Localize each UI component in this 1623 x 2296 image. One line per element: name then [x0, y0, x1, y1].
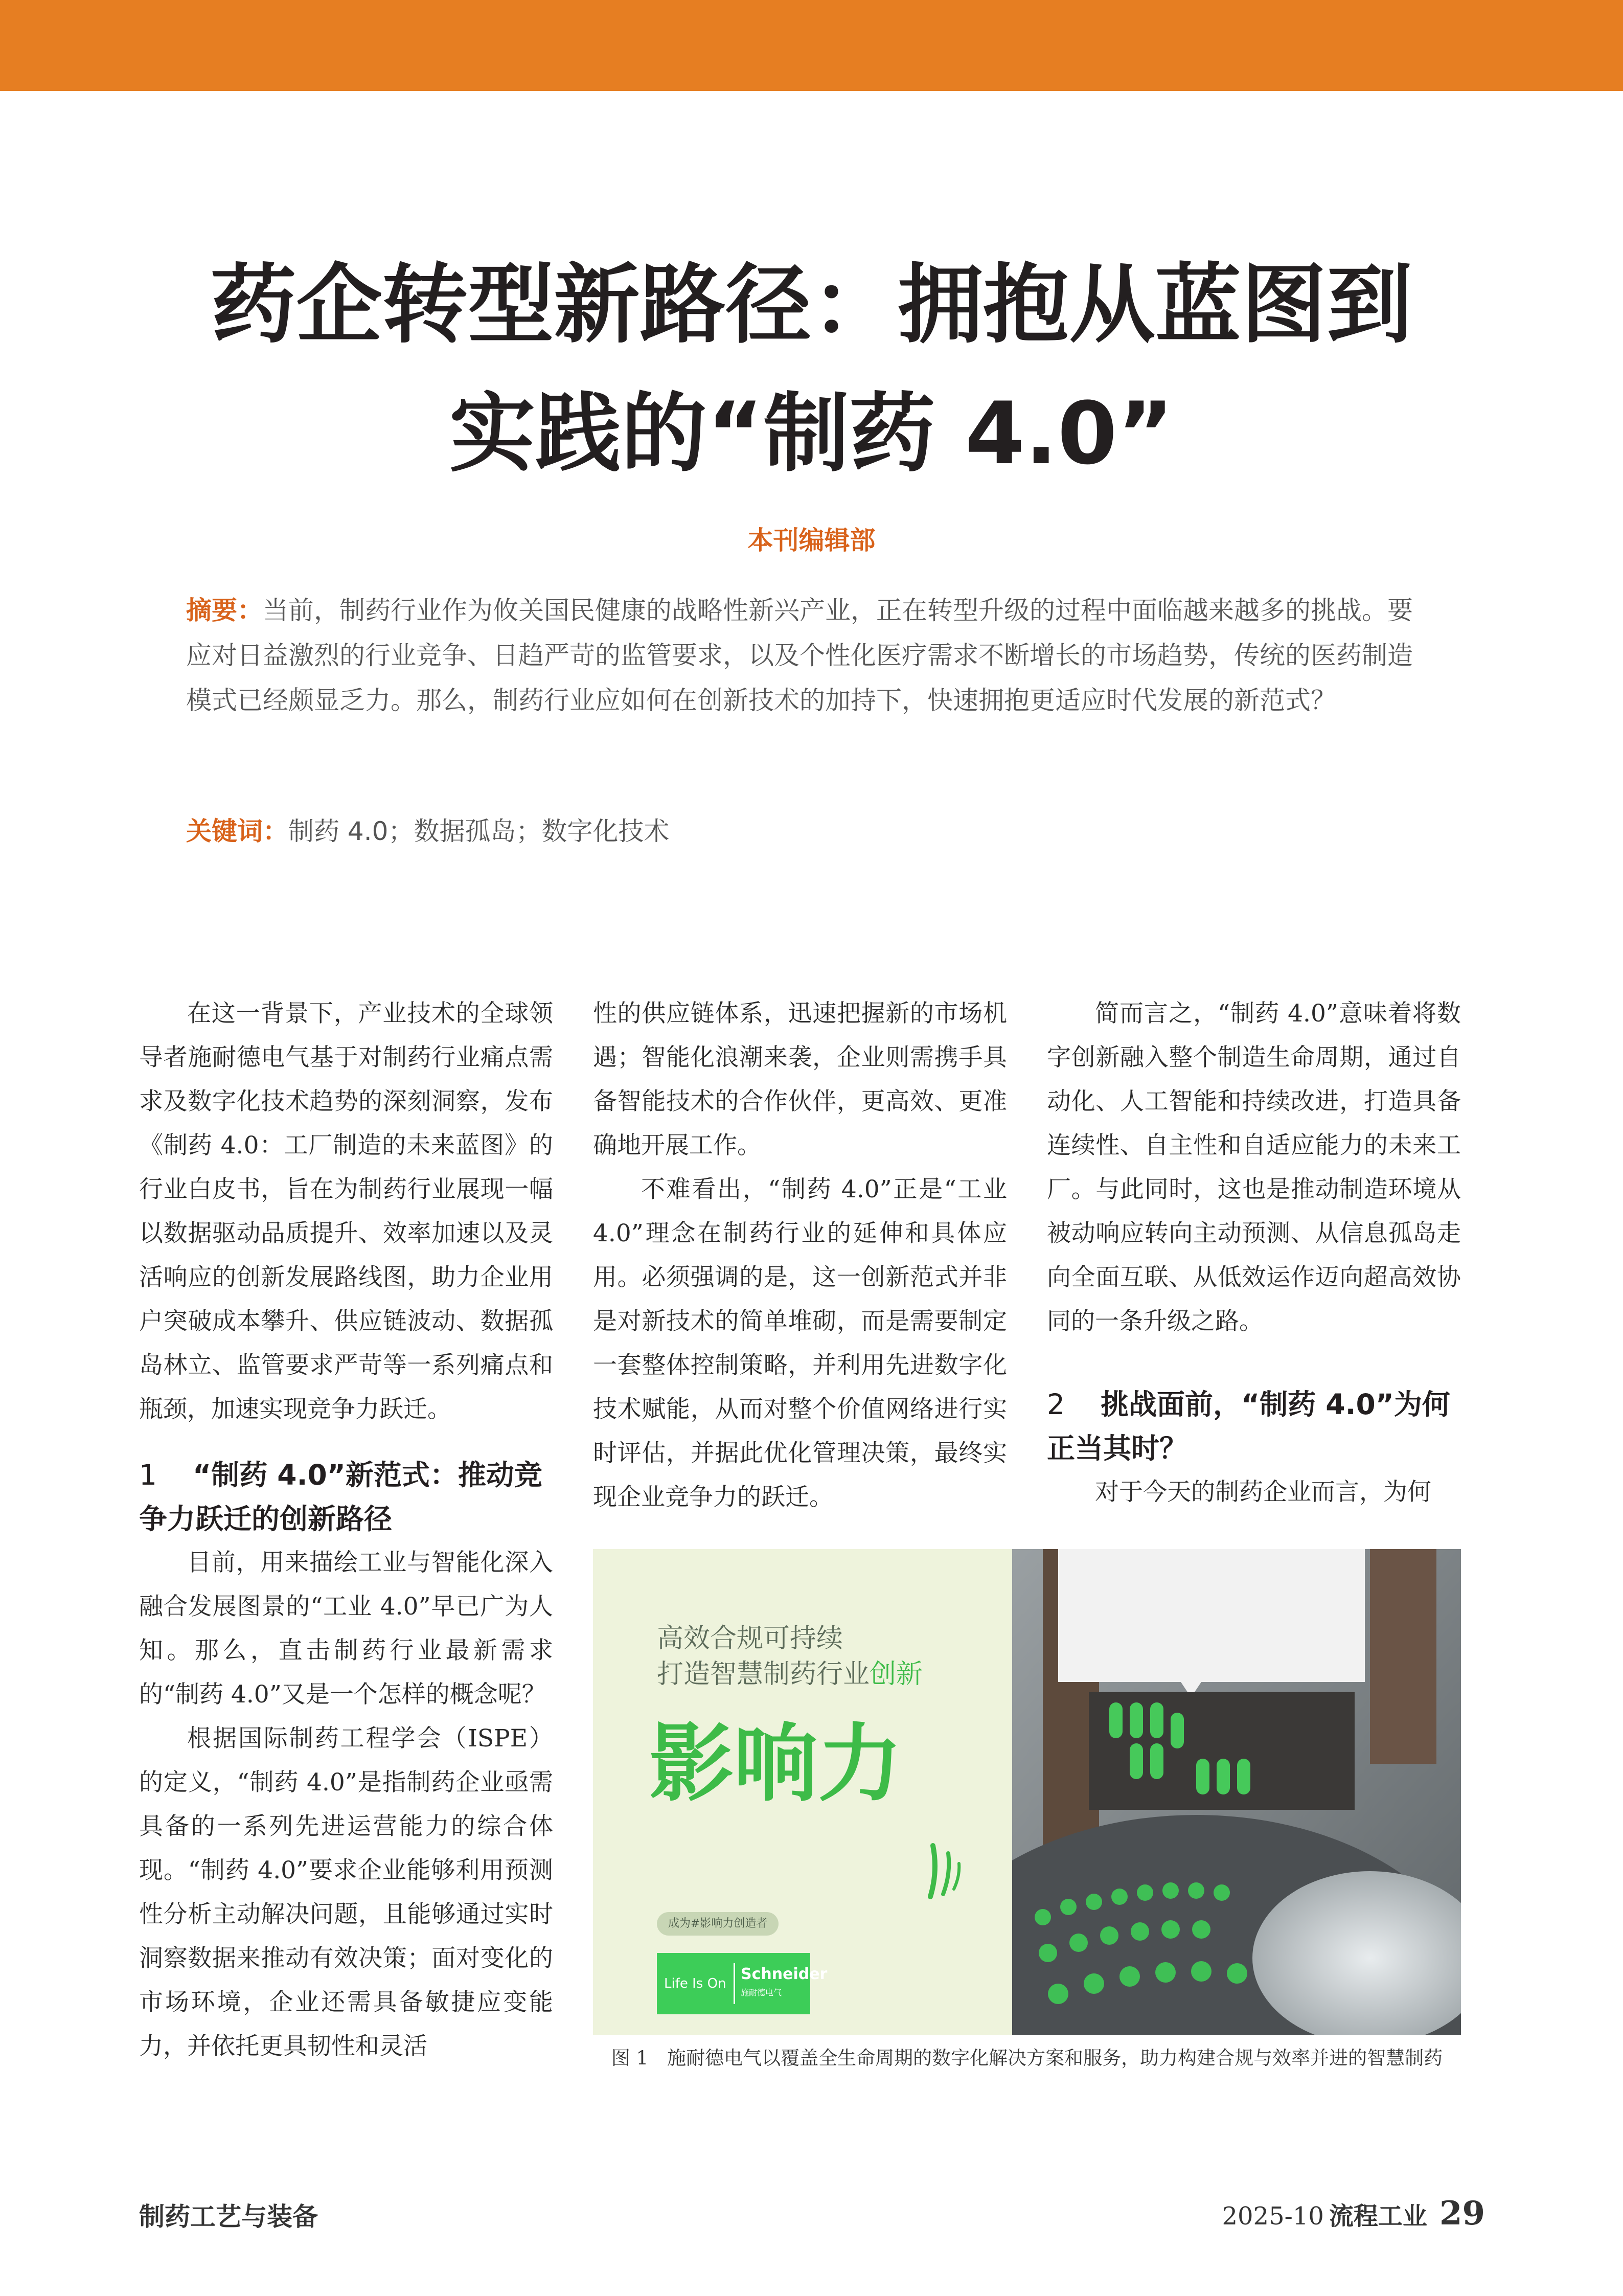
section-1-title: “制药 4.0”新范式：推动竞争力跃迁的创新路径	[139, 1459, 542, 1535]
body-column-3	[1047, 992, 1461, 1514]
logo-brand-cn: 施耐德电气	[741, 1988, 782, 1997]
body-paragraph-3: 根据国际制药工程学会（ISPE）的定义，“制药 4.0”是指制药企业亟需具备的一系列先进运营能力的综合体现。“制药 4.0”要求企业能够利用预测性分析主动解决问题，且能够通过实时洞察数据来推动有效决策；面对变化的市场环境，企业还需具备敏捷应变能力，并依托更具韧性和灵活	[139, 1724, 553, 2060]
title-line-1: 药企转型新路径：拥抱从蓝图到	[210, 255, 1413, 355]
footer-section-name: 制药工艺与装备	[139, 2201, 318, 2232]
logo-brand: Schneider	[741, 1965, 828, 1983]
body-column-1	[139, 992, 553, 2068]
figure-ad-panel	[593, 1549, 1012, 2035]
capsule-machine-photo	[1012, 1549, 1461, 2035]
top-color-bar	[0, 0, 1623, 91]
page-number: 29	[1439, 2194, 1485, 2233]
footer-issue-info	[1222, 2193, 1485, 2237]
body-paragraph-2: 目前，用来描绘工业与智能化深入融合发展图景的“工业 4.0”早已广为人知。那么，直击制药行业最新需求的“制药 4.0”又是一个怎样的概念呢？	[139, 1549, 553, 1709]
section-1-heading	[139, 1453, 553, 1541]
body-paragraph-4: 不难看出，“制药 4.0”正是“工业 4.0”理念在制药行业的延伸和具体应用。必须强调的是，这一创新范式并非是对新技术的简单堆砌，而是需要制定一套整体控制策略，并利用先进数字化技术赋能，从而对整个价值网络进行实时评估，并据此优化管理决策，最终实现企业竞争力的跃迁。	[593, 1175, 1007, 1511]
schneider-logo	[657, 1953, 828, 2014]
footer-issue: 2025-10	[1222, 2202, 1324, 2231]
figure-slogan-accent: 创新	[870, 1659, 923, 1690]
title-line-2: 实践的“制药 4.0”	[449, 383, 1174, 484]
figure-caption: 图 1 施耐德电气以覆盖全生命周期的数字化解决方案和服务，助力构建合规与效率并进的智慧制药	[611, 2047, 1443, 2069]
figure-big-word: 影响力	[649, 1715, 902, 1813]
body-paragraph-1: 在这一背景下，产业技术的全球领导者施耐德电气基于对制药行业痛点需求及数字化技术趋势的深刻洞察，发布《制药 4.0：工厂制造的未来蓝图》的行业白皮书，旨在为制药行业展现一幅以数据驱动品质提升、效率加速以及灵活响应的创新发展路线图，助力企业用户突破成本攀升、供应链波动、数据孤岛林立、监管要求严苛等一系列痛点和瓶颈，加速实现竞争力跃迁。	[139, 999, 553, 1423]
keywords	[186, 809, 1423, 854]
section-2-number: 2	[1047, 1388, 1065, 1421]
footer-magazine: 流程工业	[1329, 2202, 1427, 2231]
abstract-label: 摘要：	[186, 596, 263, 625]
figure-slogan-prefix: 打造智慧制药行业	[657, 1659, 870, 1690]
section-2-title: 挑战面前，“制药 4.0”为何正当其时？	[1047, 1388, 1450, 1465]
abstract-text: 当前，制药行业作为攸关国民健康的战略性新兴产业，正在转型升级的过程中面临越来越多的挑战。要应对日益激烈的行业竞争、日趋严苛的监管要求，以及个性化医疗需求不断增长的市场趋势，传统的医药制造模式已经颇显乏力。那么，制药行业应如何在创新技术的加持下，快速拥抱更适应时代发展的新范式？	[186, 596, 1413, 715]
figure-slogan-line-2	[657, 1656, 923, 1692]
keywords-label: 关键词：	[186, 816, 288, 846]
figure-slogan-line-1: 高效合规可持续	[657, 1623, 843, 1654]
keywords-text: 制药 4.0；数据孤岛；数字化技术	[288, 816, 670, 846]
logo-separator	[734, 1963, 735, 2004]
section-2-heading	[1047, 1382, 1461, 1470]
swoosh-icon	[920, 1835, 966, 1907]
abstract	[186, 588, 1423, 723]
figure-badge: 成为#影响力创造者	[657, 1912, 779, 1936]
body-paragraph-6: 对于今天的制药企业而言，为何	[1095, 1478, 1431, 1506]
article-title	[102, 240, 1521, 498]
body-paragraph-5: 简而言之，“制药 4.0”意味着将数字创新融入整个制造生命周期，通过自动化、人工智能和持续改进，打造具备连续性、自主性和自适应能力的未来工厂。与此同时，这也是推动制造环境从被动响应转向主动预测、从信息孤岛走向全面互联、从低效运作迈向超高效协同的一条升级之路。	[1047, 999, 1461, 1335]
section-1-number: 1	[139, 1459, 157, 1491]
logo-tagline: Life Is On	[664, 1976, 726, 1991]
author-byline: 本刊编辑部	[747, 526, 876, 555]
body-column-2	[593, 992, 1007, 1519]
figure-1	[593, 1549, 1461, 2035]
body-paragraph-3-continued: 性的供应链体系，迅速把握新的市场机遇；智能化浪潮来袭，企业则需携手具备智能技术的合作伙伴，更高效、更准确地开展工作。	[593, 999, 1007, 1160]
